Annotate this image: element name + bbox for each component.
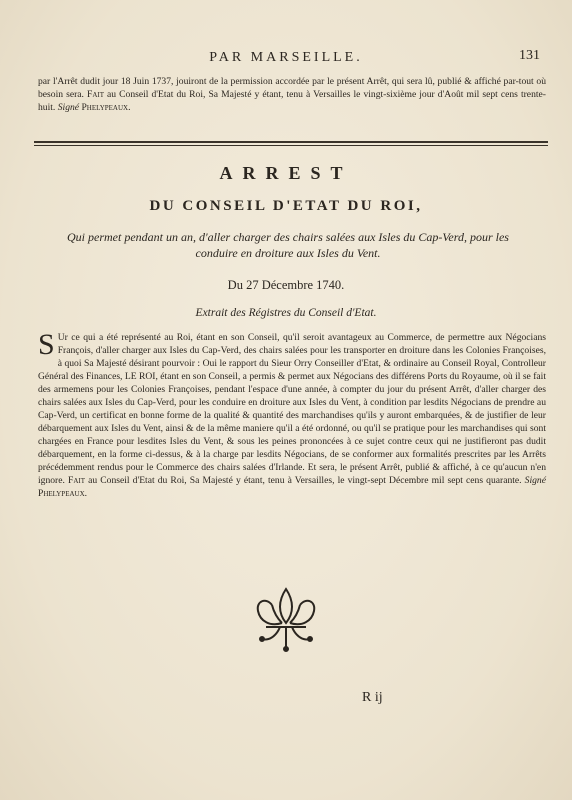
extrait-line: Extrait des Régistres du Conseil d'Etat. [195,307,377,319]
date-line: Du 27 Décembre 1740. [227,278,345,292]
body-paragraph-signer: Phelypeaux. [38,488,88,499]
divider-rule-thin [34,145,548,146]
body-paragraph-text-2: au Conseil d'Etat du Roi, Sa Majesté y étant, tenu à Versailles, le vingt-sept Décembre mil sept cens quarante. [85,475,525,486]
document-subtitle: Qui permet pendant un an, d'aller charger des chairs salées aux Isles du Cap-Verd, pour les conduire en droiture aux Isles du Vent. [67,230,509,260]
running-head: PAR MARSEILLE. [209,50,363,65]
drop-cap: S [38,328,55,361]
top-paragraph [38,75,546,114]
body-paragraph-text: Ur ce qui a été représenté au Roi, étant en son Conseil, qu'il seroit avantageux au Commerce, de permettre aux Négocians François, d'aller charger aux Isles du Cap-Verd, des chairs salées pour les transporter en droiture dans les Colonies Françoises, à quoi Sa Majesté désirant pourvoir : Oui le rapport du Sieur Orry Conseiller d'Etat, & ordinaire au Conseil Royal, Controlleur Général des Finances, LE ROI, étant en son Conseil, a permis & permet aux Négocians des différens Ports du Royaume, où il se fait des armemens pour les Colonies Françoises, pendant l'espace d'une année, à compter du jour du présent Arrêt, d'aller charger des chairs salées aux Isles du Cap-Verd, pour les conduire en droiture aux Isles du Vent, à condition par lesdits Négocians de prendre au Cap-Verd, un certificat en bonne forme de la qualité & quantité des marchandises qu'ils y auront embarquées, & de justifier de leur débarquement aux Isles du Vent, ainsi & de la même maniere qu'il a été ordonné, ou qu'il se pratique pour les marchandises qui sont chargées en France pour lesdites Isles du Vent, & sous les peines prononcées à ce sujet contre ceux qui ne justifieront pas dudit débarquement, en la forme ci-dessus, & à la charge par lesdits Négocians, de se conformer aux formalités prescrites par les Arrêts précédemment rendus pour le Commerce des chairs salées d'Irlande. Et sera, le présent Arrêt, publié & affiché, à ce qu'aucun n'en ignore. [38,332,546,486]
body-paragraph-fait: Fait [68,475,86,486]
top-paragraph-text-2: au Conseil d'Etat du Roi, Sa Majesté y étant, tenu à Versailles le vingt-sixième jour d'Août mil sept cens trente-huit. [38,89,546,113]
top-paragraph-fait: Fait [86,89,104,100]
top-paragraph-text: par l'Arrêt dudit jour 18 Juin 1737, jouiront de la permission accordée par le présent Arrêt, qui sera lû, publié & affiché par-tout où besoin sera. [38,76,546,100]
page-number: 131 [519,48,540,63]
document-title: ARREST [219,163,353,183]
body-paragraph-signe: Signé [524,475,546,486]
top-paragraph-signe: Signé [57,102,80,113]
document-title-conseil: DU CONSEIL D'ETAT DU ROI, [149,198,423,214]
body-paragraph [38,328,546,500]
signature-mark: R ij [362,690,383,705]
top-paragraph-signer: Phelypeaux. [81,102,131,113]
divider-rule [34,141,548,143]
fleur-de-lis-icon [236,583,336,653]
